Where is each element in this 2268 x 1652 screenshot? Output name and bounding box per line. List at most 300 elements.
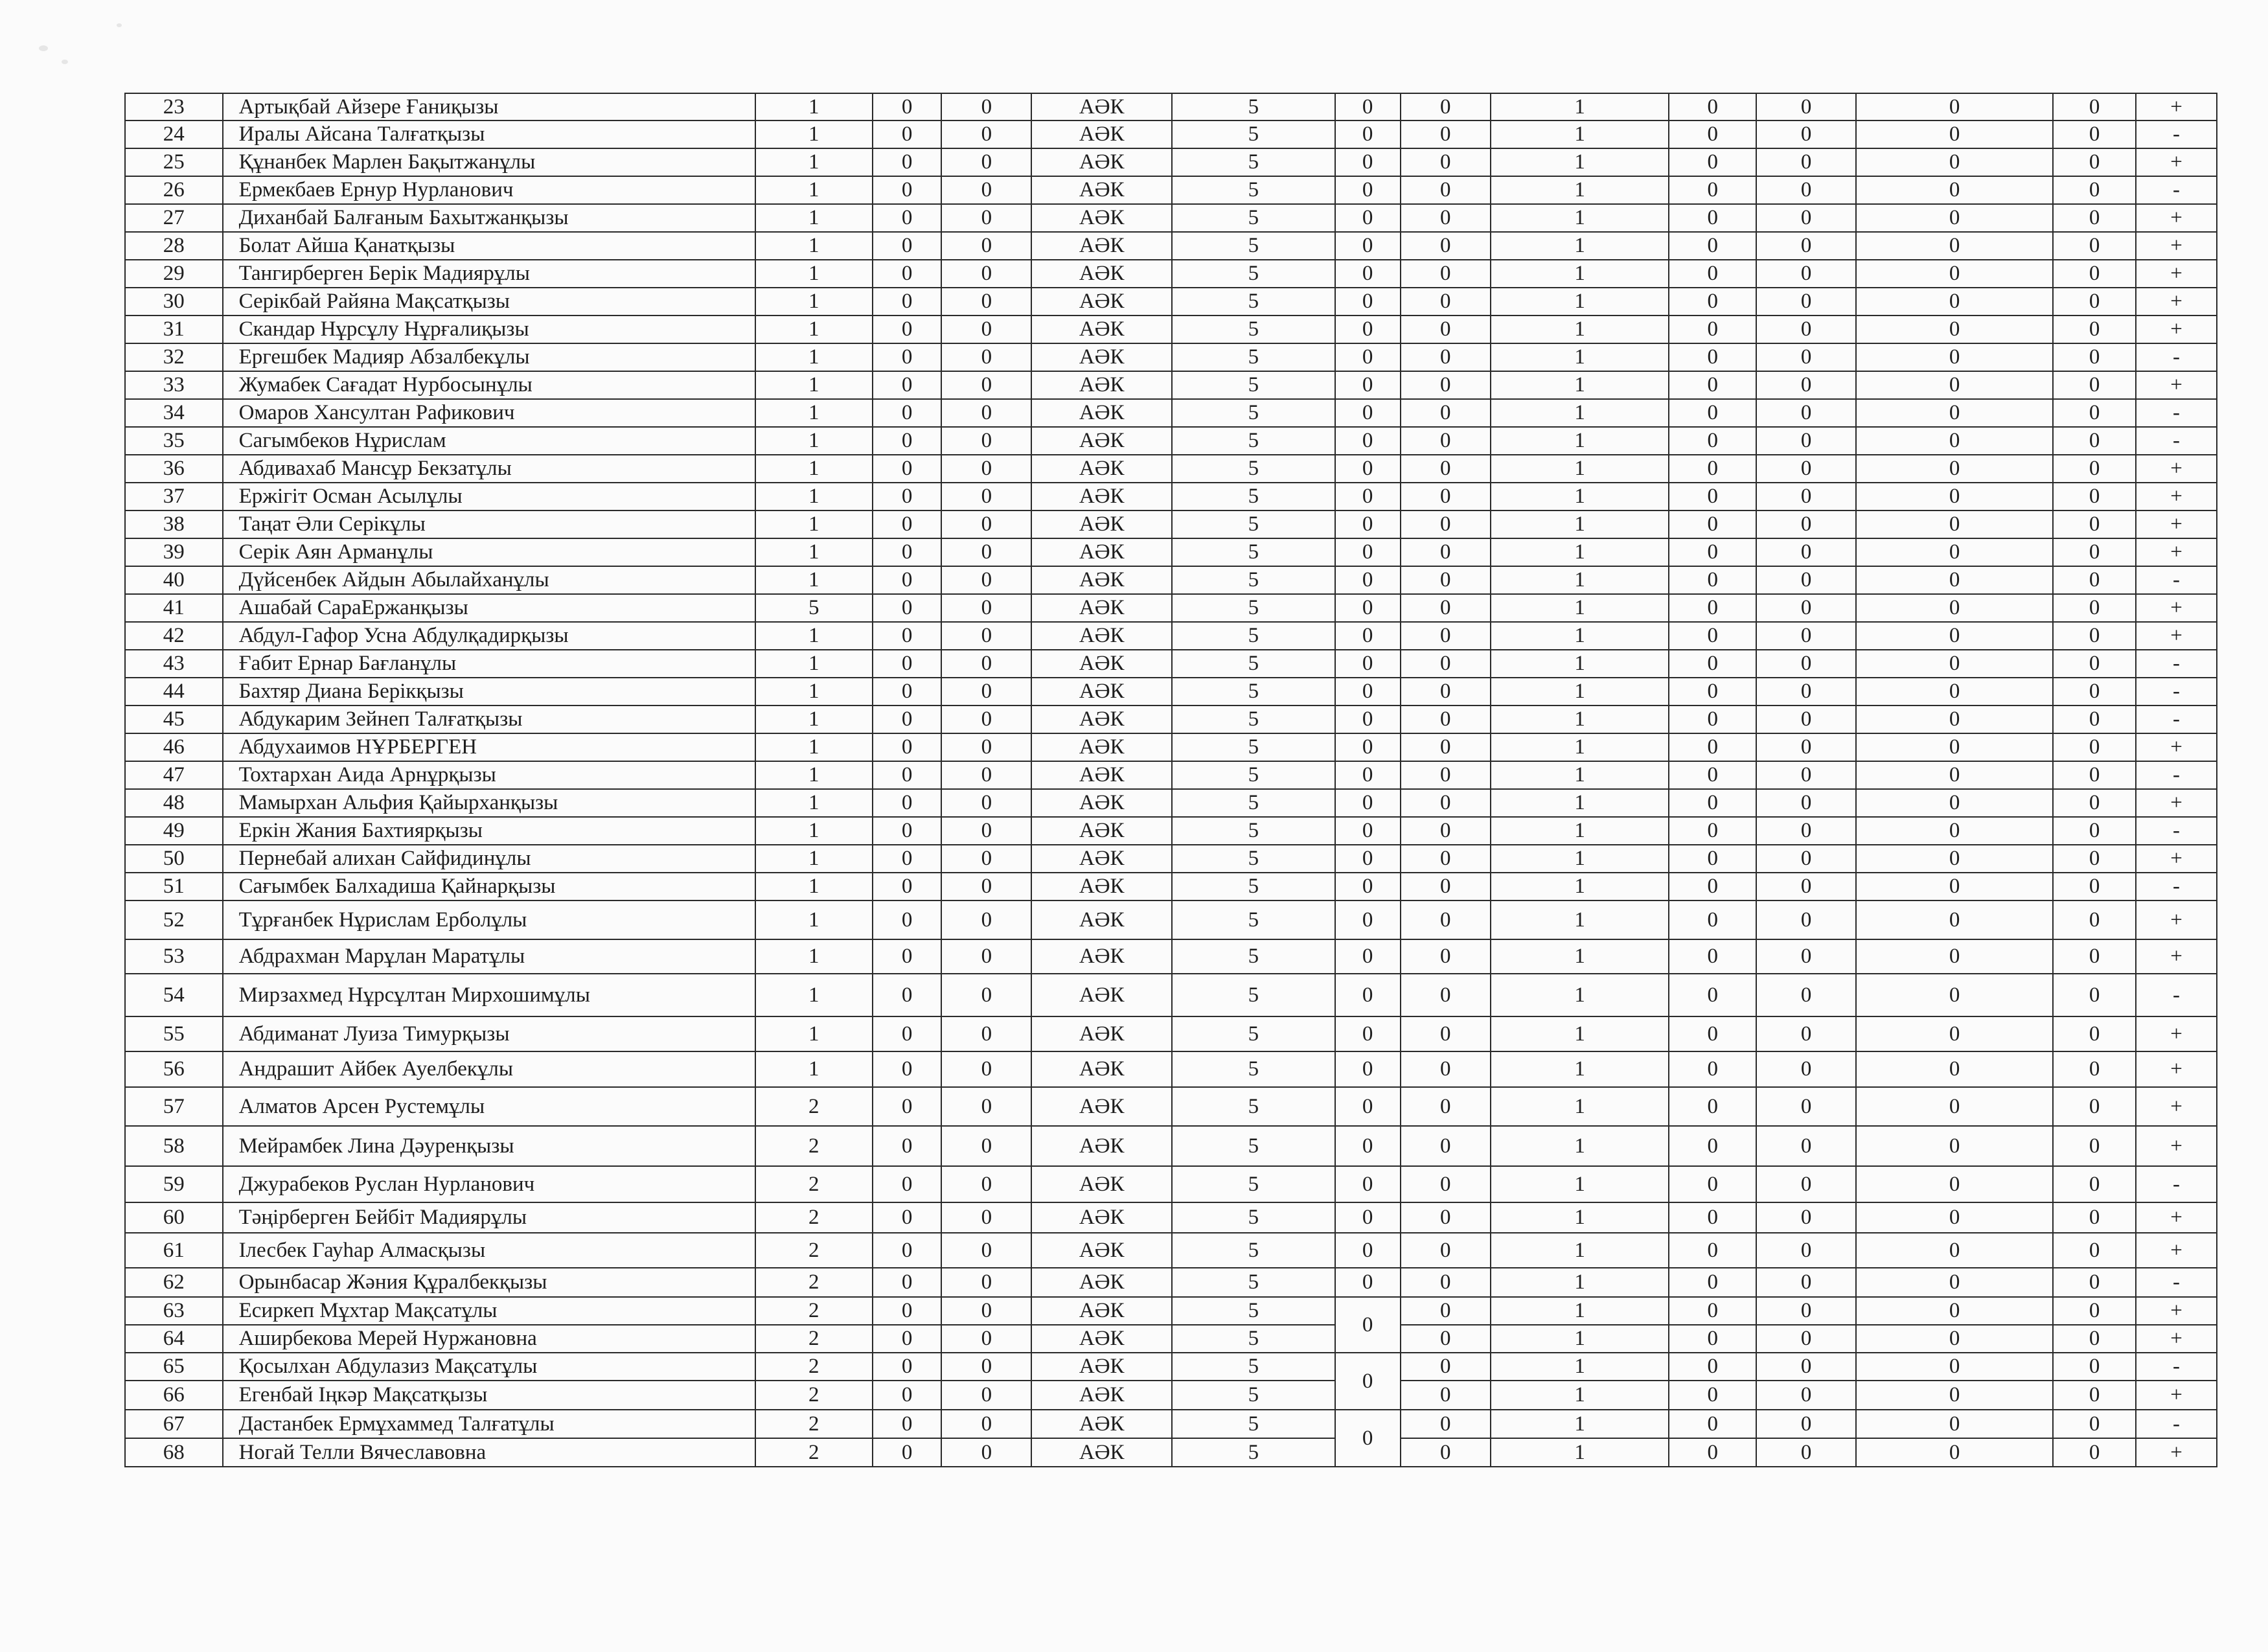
table-body [125, 93, 2217, 1467]
mark-cell: + [2136, 733, 2217, 761]
value-cell: 0 [1756, 120, 1856, 148]
value-cell: 5 [1172, 939, 1335, 974]
mark-cell: + [2136, 260, 2217, 288]
value-cell: 0 [1756, 1016, 1856, 1051]
value-cell: 0 [1756, 845, 1856, 873]
value-cell: 1 [1491, 939, 1669, 974]
value-cell: 0 [1335, 974, 1401, 1016]
mark-cell: + [2136, 1381, 2217, 1410]
value-cell: 0 [1756, 622, 1856, 650]
value-cell: 0 [873, 148, 941, 176]
value-cell: 0 [2053, 120, 2136, 148]
value-cell: 0 [1669, 1325, 1756, 1353]
value-cell: 0 [1756, 1381, 1856, 1410]
value-cell: 5 [1172, 232, 1335, 260]
value-cell: 2 [755, 1268, 873, 1297]
value-cell: 0 [1669, 204, 1756, 232]
table-row [125, 315, 2217, 343]
value-cell: 0 [941, 1126, 1031, 1166]
mark-cell: - [2136, 1410, 2217, 1438]
value-cell: 0 [941, 939, 1031, 974]
value-cell: 5 [1172, 1233, 1335, 1268]
student-name: Сағымбек Балхадиша Қайнарқызы [223, 873, 755, 901]
value-cell: 0 [1756, 511, 1856, 538]
value-cell: 0 [1335, 1087, 1401, 1126]
language-cell: АӘК [1031, 1202, 1172, 1233]
value-cell: 0 [1856, 315, 2053, 343]
value-cell: 0 [2053, 594, 2136, 622]
row-number: 64 [125, 1325, 223, 1353]
value-cell: 5 [1172, 1438, 1335, 1467]
row-number: 24 [125, 120, 223, 148]
row-number: 25 [125, 148, 223, 176]
value-cell: 0 [1401, 1353, 1491, 1381]
student-name: Пернебай алихан Сайфидинұлы [223, 845, 755, 873]
value-cell: 0 [873, 678, 941, 706]
value-cell: 5 [1172, 1297, 1335, 1325]
value-cell: 0 [873, 1233, 941, 1268]
mark-cell: + [2136, 845, 2217, 873]
value-cell: 0 [1756, 761, 1856, 789]
value-cell: 0 [1335, 1297, 1401, 1353]
table-row [125, 733, 2217, 761]
value-cell: 0 [1335, 939, 1401, 974]
value-cell: 0 [873, 873, 941, 901]
value-cell: 5 [1172, 650, 1335, 678]
value-cell: 2 [755, 1126, 873, 1166]
table-row [125, 120, 2217, 148]
value-cell: 0 [1335, 678, 1401, 706]
value-cell: 0 [873, 706, 941, 733]
value-cell: 0 [1856, 1353, 2053, 1381]
table-row [125, 1087, 2217, 1126]
value-cell: 0 [941, 1381, 1031, 1410]
value-cell: 0 [1335, 901, 1401, 939]
value-cell: 1 [755, 817, 873, 845]
value-cell: 1 [755, 176, 873, 204]
value-cell: 0 [941, 315, 1031, 343]
value-cell: 0 [1669, 1202, 1756, 1233]
value-cell: 0 [1669, 1353, 1756, 1381]
value-cell: 0 [1669, 761, 1756, 789]
language-cell: АӘК [1031, 260, 1172, 288]
value-cell: 0 [1856, 204, 2053, 232]
language-cell: АӘК [1031, 148, 1172, 176]
language-cell: АӘК [1031, 1353, 1172, 1381]
value-cell: 0 [1756, 455, 1856, 483]
language-cell: АӘК [1031, 204, 1172, 232]
value-cell: 0 [941, 678, 1031, 706]
table-row [125, 483, 2217, 511]
value-cell: 0 [2053, 176, 2136, 204]
value-cell: 1 [1491, 148, 1669, 176]
value-cell: 0 [2053, 733, 2136, 761]
language-cell: АӘК [1031, 1233, 1172, 1268]
value-cell: 0 [1669, 1016, 1756, 1051]
value-cell: 0 [1401, 566, 1491, 594]
mark-cell: - [2136, 427, 2217, 455]
value-cell: 5 [1172, 93, 1335, 120]
student-name: Абдухаимов НҰРБЕРГЕН [223, 733, 755, 761]
value-cell: 0 [1669, 427, 1756, 455]
value-cell: 5 [1172, 678, 1335, 706]
student-name: Ілесбек Гауһар Алмасқызы [223, 1233, 755, 1268]
language-cell: АӘК [1031, 817, 1172, 845]
mark-cell: + [2136, 455, 2217, 483]
value-cell: 0 [1669, 1051, 1756, 1087]
value-cell: 0 [873, 204, 941, 232]
value-cell: 0 [1401, 733, 1491, 761]
value-cell: 1 [1491, 1126, 1669, 1166]
value-cell: 0 [1856, 1438, 2053, 1467]
value-cell: 0 [1669, 315, 1756, 343]
value-cell: 1 [755, 733, 873, 761]
table-row [125, 594, 2217, 622]
value-cell: 1 [1491, 427, 1669, 455]
value-cell: 0 [1669, 706, 1756, 733]
language-cell: АӘК [1031, 1051, 1172, 1087]
value-cell: 5 [1172, 1410, 1335, 1438]
student-name: Дастанбек Ермұхаммед Талғатұлы [223, 1410, 755, 1438]
student-name: Жумабек Сағадат Нурбосынұлы [223, 371, 755, 399]
language-cell: АӘК [1031, 1166, 1172, 1202]
row-number: 28 [125, 232, 223, 260]
mark-cell: - [2136, 873, 2217, 901]
value-cell: 1 [1491, 455, 1669, 483]
mark-cell: - [2136, 176, 2217, 204]
value-cell: 1 [755, 455, 873, 483]
value-cell: 0 [1401, 1325, 1491, 1353]
value-cell: 1 [1491, 93, 1669, 120]
value-cell: 0 [1756, 232, 1856, 260]
value-cell: 1 [755, 706, 873, 733]
value-cell: 0 [2053, 789, 2136, 817]
table-row [125, 1297, 2217, 1325]
language-cell: АӘК [1031, 232, 1172, 260]
value-cell: 0 [1669, 1233, 1756, 1268]
value-cell: 2 [755, 1325, 873, 1353]
value-cell: 5 [1172, 594, 1335, 622]
student-name: Серікбай Райяна Мақсатқызы [223, 288, 755, 315]
value-cell: 0 [2053, 845, 2136, 873]
value-cell: 0 [941, 789, 1031, 817]
value-cell: 0 [1335, 455, 1401, 483]
value-cell: 0 [1856, 232, 2053, 260]
value-cell: 5 [1172, 1051, 1335, 1087]
mark-cell: + [2136, 1233, 2217, 1268]
row-number: 54 [125, 974, 223, 1016]
value-cell: 0 [1669, 343, 1756, 371]
row-number: 29 [125, 260, 223, 288]
value-cell: 0 [1756, 148, 1856, 176]
value-cell: 0 [1756, 1087, 1856, 1126]
value-cell: 0 [2053, 427, 2136, 455]
value-cell: 0 [1335, 399, 1401, 427]
value-cell: 0 [1335, 93, 1401, 120]
mark-cell: - [2136, 761, 2217, 789]
value-cell: 0 [941, 650, 1031, 678]
value-cell: 0 [1335, 650, 1401, 678]
value-cell: 0 [1401, 901, 1491, 939]
value-cell: 0 [873, 1410, 941, 1438]
value-cell: 0 [941, 566, 1031, 594]
mark-cell: - [2136, 678, 2217, 706]
value-cell: 0 [1335, 1202, 1401, 1233]
value-cell: 0 [2053, 1353, 2136, 1381]
value-cell: 1 [755, 974, 873, 1016]
value-cell: 0 [1669, 817, 1756, 845]
value-cell: 1 [1491, 706, 1669, 733]
table-row [125, 1051, 2217, 1087]
student-name: Мамырхан Альфия Қайырханқызы [223, 789, 755, 817]
value-cell: 0 [941, 120, 1031, 148]
table-row [125, 1233, 2217, 1268]
value-cell: 1 [1491, 1381, 1669, 1410]
value-cell: 5 [1172, 176, 1335, 204]
value-cell: 5 [1172, 1268, 1335, 1297]
value-cell: 2 [755, 1202, 873, 1233]
value-cell: 0 [2053, 204, 2136, 232]
mark-cell: - [2136, 1268, 2217, 1297]
table-row [125, 873, 2217, 901]
value-cell: 0 [1669, 538, 1756, 566]
table-row [125, 93, 2217, 120]
value-cell: 0 [1756, 427, 1856, 455]
value-cell: 0 [873, 1166, 941, 1202]
table-row [125, 371, 2217, 399]
mark-cell: + [2136, 1087, 2217, 1126]
value-cell: 1 [1491, 1016, 1669, 1051]
student-name: Тангирберген Берік Мадиярұлы [223, 260, 755, 288]
mark-cell: - [2136, 817, 2217, 845]
value-cell: 1 [1491, 1087, 1669, 1126]
row-number: 58 [125, 1126, 223, 1166]
language-cell: АӘК [1031, 873, 1172, 901]
row-number: 61 [125, 1233, 223, 1268]
student-name: Сагымбеков Нұрислам [223, 427, 755, 455]
value-cell: 0 [1335, 566, 1401, 594]
value-cell: 5 [1172, 260, 1335, 288]
row-number: 30 [125, 288, 223, 315]
value-cell: 0 [941, 873, 1031, 901]
value-cell: 0 [941, 371, 1031, 399]
table-row [125, 817, 2217, 845]
table-row [125, 650, 2217, 678]
value-cell: 0 [1756, 873, 1856, 901]
value-cell: 0 [1756, 1297, 1856, 1325]
value-cell: 0 [2053, 678, 2136, 706]
row-number: 23 [125, 93, 223, 120]
scan-smudge [39, 45, 48, 51]
table-row [125, 1016, 2217, 1051]
language-cell: АӘК [1031, 901, 1172, 939]
row-number: 46 [125, 733, 223, 761]
row-number: 68 [125, 1438, 223, 1467]
row-number: 45 [125, 706, 223, 733]
value-cell: 0 [2053, 901, 2136, 939]
value-cell: 1 [1491, 232, 1669, 260]
value-cell: 5 [1172, 761, 1335, 789]
value-cell: 0 [1756, 1438, 1856, 1467]
value-cell: 0 [1856, 706, 2053, 733]
student-name: Ермекбаев Ернур Нурланович [223, 176, 755, 204]
value-cell: 5 [1172, 789, 1335, 817]
value-cell: 0 [2053, 483, 2136, 511]
value-cell: 5 [755, 594, 873, 622]
row-number: 36 [125, 455, 223, 483]
value-cell: 0 [1756, 1268, 1856, 1297]
value-cell: 0 [1401, 511, 1491, 538]
student-name: Ашабай СараЕржанқызы [223, 594, 755, 622]
table-row [125, 678, 2217, 706]
value-cell: 2 [755, 1381, 873, 1410]
value-cell: 0 [1669, 622, 1756, 650]
value-cell: 5 [1172, 315, 1335, 343]
value-cell: 1 [1491, 343, 1669, 371]
value-cell: 1 [755, 845, 873, 873]
value-cell: 0 [1335, 1016, 1401, 1051]
value-cell: 0 [2053, 93, 2136, 120]
value-cell: 0 [1856, 1410, 2053, 1438]
value-cell: 0 [941, 232, 1031, 260]
value-cell: 1 [1491, 873, 1669, 901]
mark-cell: + [2136, 939, 2217, 974]
value-cell: 0 [2053, 288, 2136, 315]
value-cell: 0 [1335, 511, 1401, 538]
mark-cell: + [2136, 1438, 2217, 1467]
value-cell: 0 [1669, 678, 1756, 706]
value-cell: 0 [1401, 1016, 1491, 1051]
row-number: 67 [125, 1410, 223, 1438]
value-cell: 0 [1669, 1438, 1756, 1467]
row-number: 26 [125, 176, 223, 204]
student-name: Бахтяр Диана Берікқызы [223, 678, 755, 706]
value-cell: 0 [2053, 1233, 2136, 1268]
language-cell: АӘК [1031, 371, 1172, 399]
value-cell: 0 [941, 148, 1031, 176]
table-row [125, 260, 2217, 288]
value-cell: 0 [1401, 1166, 1491, 1202]
value-cell: 0 [1669, 1410, 1756, 1438]
mark-cell: + [2136, 1202, 2217, 1233]
row-number: 50 [125, 845, 223, 873]
table-row [125, 343, 2217, 371]
value-cell: 0 [1756, 566, 1856, 594]
value-cell: 5 [1172, 873, 1335, 901]
row-number: 59 [125, 1166, 223, 1202]
value-cell: 0 [2053, 1016, 2136, 1051]
value-cell: 0 [1856, 120, 2053, 148]
table-row [125, 1268, 2217, 1297]
row-number: 47 [125, 761, 223, 789]
value-cell: 0 [2053, 622, 2136, 650]
student-name: Таңат Әли Серікұлы [223, 511, 755, 538]
value-cell: 0 [1335, 260, 1401, 288]
value-cell: 0 [941, 288, 1031, 315]
value-cell: 1 [1491, 204, 1669, 232]
table-row [125, 1410, 2217, 1438]
value-cell: 0 [941, 1438, 1031, 1467]
student-name: Артықбай Айзере Ғаниқызы [223, 93, 755, 120]
value-cell: 0 [1856, 176, 2053, 204]
value-cell: 0 [1669, 483, 1756, 511]
value-cell: 0 [941, 974, 1031, 1016]
value-cell: 0 [1335, 427, 1401, 455]
value-cell: 0 [1335, 343, 1401, 371]
student-name: Иралы Айсана Талғатқызы [223, 120, 755, 148]
value-cell: 0 [2053, 511, 2136, 538]
value-cell: 0 [1756, 789, 1856, 817]
value-cell: 0 [1756, 678, 1856, 706]
value-cell: 0 [2053, 1325, 2136, 1353]
value-cell: 0 [1669, 1297, 1756, 1325]
value-cell: 0 [873, 1202, 941, 1233]
value-cell: 1 [755, 148, 873, 176]
value-cell: 1 [755, 650, 873, 678]
scan-smudge [62, 60, 68, 64]
value-cell: 5 [1172, 148, 1335, 176]
value-cell: 1 [755, 761, 873, 789]
value-cell: 1 [1491, 511, 1669, 538]
mark-cell: + [2136, 901, 2217, 939]
value-cell: 0 [1401, 148, 1491, 176]
value-cell: 1 [1491, 566, 1669, 594]
value-cell: 0 [1401, 939, 1491, 974]
student-name: Егенбай Іңкәр Мақсатқызы [223, 1381, 755, 1410]
mark-cell: + [2136, 622, 2217, 650]
value-cell: 5 [1172, 343, 1335, 371]
table-row [125, 455, 2217, 483]
student-name: Серік Аян Арманұлы [223, 538, 755, 566]
row-number: 65 [125, 1353, 223, 1381]
value-cell: 0 [1669, 789, 1756, 817]
value-cell: 0 [873, 483, 941, 511]
value-cell: 0 [1335, 1126, 1401, 1166]
student-name: Абдул-Гафор Усна Абдулқадирқызы [223, 622, 755, 650]
language-cell: АӘК [1031, 1297, 1172, 1325]
value-cell: 0 [1856, 455, 2053, 483]
language-cell: АӘК [1031, 455, 1172, 483]
table-row [125, 1166, 2217, 1202]
value-cell: 0 [1856, 622, 2053, 650]
value-cell: 0 [1856, 1202, 2053, 1233]
value-cell: 1 [1491, 1202, 1669, 1233]
value-cell: 0 [1756, 974, 1856, 1016]
value-cell: 0 [1856, 538, 2053, 566]
mark-cell: + [2136, 93, 2217, 120]
value-cell: 0 [1335, 622, 1401, 650]
value-cell: 0 [1401, 483, 1491, 511]
value-cell: 1 [755, 427, 873, 455]
value-cell: 0 [1669, 511, 1756, 538]
mark-cell: - [2136, 399, 2217, 427]
value-cell: 0 [941, 260, 1031, 288]
value-cell: 0 [1669, 1087, 1756, 1126]
row-number: 40 [125, 566, 223, 594]
mark-cell: + [2136, 483, 2217, 511]
value-cell: 2 [755, 1297, 873, 1325]
student-name: Абдукарим Зейнеп Талғатқызы [223, 706, 755, 733]
value-cell: 0 [2053, 873, 2136, 901]
table-row [125, 538, 2217, 566]
language-cell: АӘК [1031, 1410, 1172, 1438]
table-row [125, 399, 2217, 427]
value-cell: 0 [941, 93, 1031, 120]
value-cell: 0 [873, 622, 941, 650]
value-cell: 0 [873, 1126, 941, 1166]
value-cell: 0 [2053, 974, 2136, 1016]
value-cell: 0 [1401, 678, 1491, 706]
